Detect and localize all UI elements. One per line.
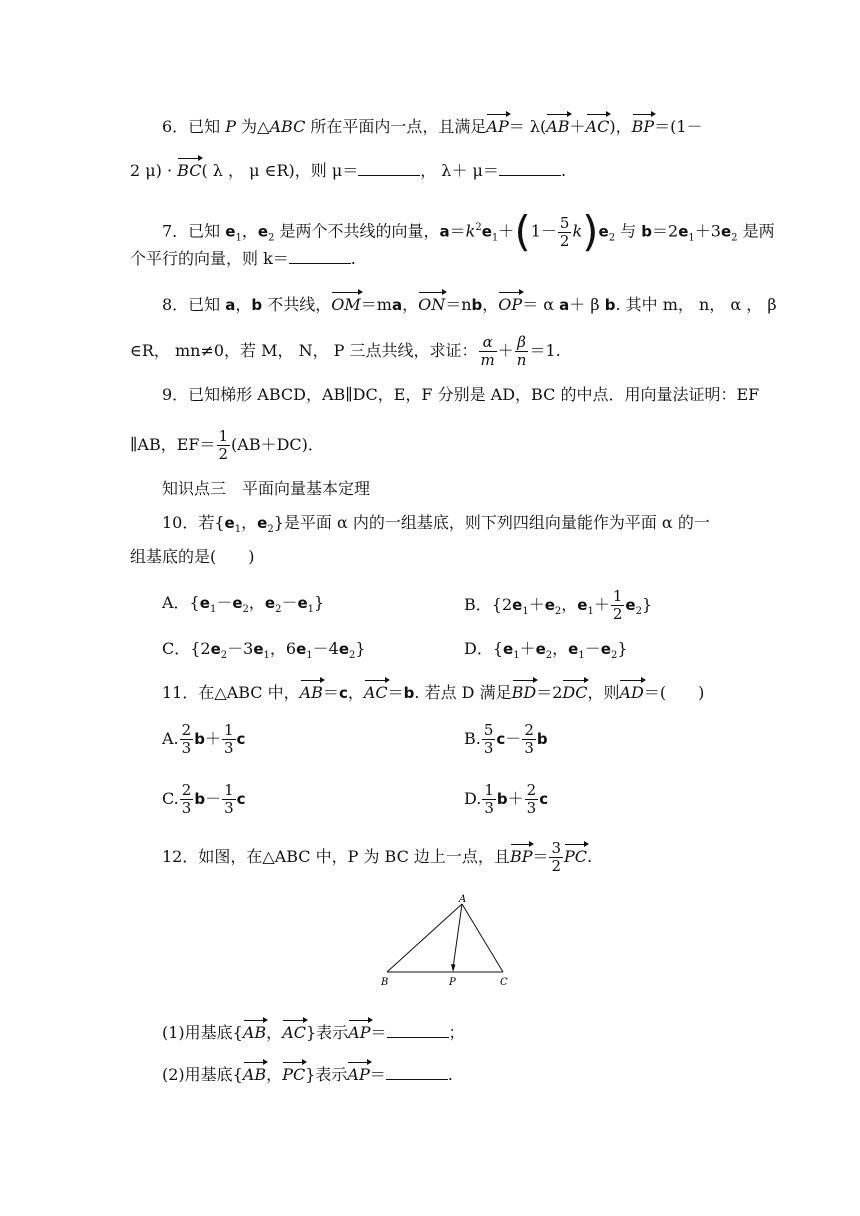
text: C．{2: [162, 639, 211, 658]
text: 2: [268, 232, 275, 244]
q6-line2: [130, 156, 566, 182]
vector-AB: AB: [243, 1018, 266, 1044]
text: P: [225, 117, 237, 136]
text: －: [216, 593, 233, 612]
text: c: [539, 790, 549, 808]
text: 2: [267, 524, 274, 536]
text: 1: [307, 604, 315, 616]
text: m: [480, 351, 495, 369]
text: 5: [483, 721, 494, 739]
text: e: [257, 222, 269, 241]
text: －: [584, 639, 601, 658]
vector-PC: PC: [564, 842, 587, 868]
text: ＝2: [652, 221, 679, 241]
text: ，: [552, 639, 569, 658]
text: e: [720, 222, 732, 241]
text: 11．在△ABC 中，: [162, 683, 300, 702]
text: 12．如图，在△ABC 中，P 为 BC 边上一点，且: [162, 847, 510, 866]
text: 3: [526, 799, 537, 817]
text: ＋3: [694, 221, 721, 241]
text: 2: [526, 781, 537, 799]
fraction: [515, 334, 529, 369]
text: ，: [266, 1023, 283, 1042]
text: ＝: [322, 683, 339, 702]
text: 1: [491, 232, 499, 244]
text: e: [503, 640, 514, 658]
text: (AB＋DC)．: [231, 435, 324, 454]
vector-BP: BP: [510, 842, 533, 868]
text: e: [568, 640, 579, 658]
q10-line1: [162, 512, 710, 541]
text: 3: [484, 799, 494, 817]
text: α: [479, 334, 497, 352]
text: B.: [464, 729, 481, 748]
text: e: [577, 596, 588, 614]
q10-line2: 组基底的是( ): [130, 547, 255, 566]
text: 1: [234, 524, 242, 536]
text: ＋: [519, 639, 536, 658]
q11-line1: [162, 678, 704, 704]
text: ，: [248, 593, 265, 612]
segment-AP: [453, 904, 462, 968]
text: ＝(1－: [654, 117, 703, 136]
vector-BC: BC: [177, 156, 201, 182]
text: }: [641, 595, 653, 614]
text: e: [544, 596, 555, 614]
text: 2: [610, 650, 618, 662]
text: C.: [162, 789, 179, 808]
text: 6．已知: [162, 117, 226, 136]
text: ＝ λ(: [508, 117, 547, 136]
text: 2: [181, 721, 192, 739]
text: ＝1.: [529, 341, 561, 360]
text: 1: [209, 604, 217, 616]
text: a: [225, 296, 236, 314]
text: 3: [181, 799, 192, 817]
text: ，: [266, 1065, 283, 1084]
text: b: [403, 684, 415, 702]
vector-AC: AC: [364, 678, 388, 704]
q9-line2: [130, 428, 324, 463]
text: 1: [612, 587, 623, 605]
text: ＋: [498, 221, 515, 241]
text: ， λ＋ μ＝: [420, 161, 499, 180]
text: .: [350, 249, 356, 268]
text: e: [199, 594, 210, 612]
text: 1: [263, 650, 270, 662]
fraction: [525, 782, 539, 817]
text: e: [481, 222, 492, 241]
text: ，: [241, 513, 258, 532]
answer-blank[interactable]: [387, 1023, 449, 1038]
text: 2: [635, 606, 642, 618]
text: ＝: [449, 221, 466, 241]
text: a: [391, 296, 403, 314]
fraction: [611, 588, 625, 623]
text: e: [296, 640, 307, 658]
vector-AB: AB: [300, 678, 323, 704]
q7-line2: [130, 248, 356, 270]
text: b: [251, 296, 263, 314]
text: e: [224, 514, 235, 532]
text: 2: [181, 781, 192, 799]
text: －4: [312, 639, 339, 658]
vector-BD: BD: [512, 678, 537, 704]
text: e: [210, 640, 221, 658]
text: 10．若{: [162, 513, 225, 532]
text: B．{2: [464, 595, 513, 614]
text: ＋: [528, 595, 545, 614]
text: c: [338, 684, 348, 702]
text: e: [253, 640, 264, 658]
text: ，: [482, 295, 499, 314]
text: 3: [223, 739, 234, 757]
text: 1: [224, 781, 234, 799]
text: 所在平面内一点，且满足: [305, 117, 487, 136]
text: A.: [162, 729, 179, 748]
q10-option-b[interactable]: [464, 588, 652, 623]
label-C: C: [500, 977, 508, 988]
text: . 若点 D 满足: [414, 683, 512, 702]
text: 个平行的向量，则 k＝: [130, 249, 289, 268]
text: 3: [524, 739, 534, 757]
text: ，则: [587, 683, 620, 702]
text: 1: [578, 650, 585, 662]
side-AC: [462, 904, 503, 972]
text: ＝2: [536, 683, 563, 702]
text: 1: [587, 606, 594, 618]
q12-line1: [162, 840, 592, 875]
text: 2: [349, 650, 356, 662]
text: ＝m: [360, 295, 392, 314]
vector-AD: AD: [619, 678, 643, 704]
answer-blank[interactable]: [358, 161, 420, 176]
text: 1: [235, 232, 242, 244]
text: 3: [224, 799, 234, 817]
label-A: A: [459, 894, 467, 905]
text: 是两个不共线的向量，: [274, 221, 440, 241]
text: 2: [275, 604, 282, 616]
q7-line1: [162, 207, 775, 256]
text: ＋: [497, 341, 514, 360]
fraction: [180, 722, 194, 757]
side-AB: [387, 904, 462, 972]
text: .: [560, 161, 567, 180]
text: 为△: [236, 117, 270, 136]
text: 是两: [737, 221, 775, 241]
text: 2: [220, 650, 228, 662]
text: A．{: [162, 593, 200, 612]
vector-AC: AC: [586, 112, 610, 138]
text: 2: [554, 606, 562, 618]
text: －: [281, 593, 298, 612]
q11-option-b[interactable]: [464, 722, 548, 757]
text: 1: [218, 427, 229, 445]
text: e: [338, 640, 350, 658]
text: b: [496, 790, 508, 808]
text: 1: [513, 650, 520, 662]
text: 8．已知: [162, 295, 226, 314]
answer-blank[interactable]: [289, 249, 351, 264]
text: c: [236, 790, 246, 808]
text: a: [439, 222, 450, 241]
vector-AP: AP: [486, 112, 508, 138]
text: 2: [612, 605, 623, 623]
vector-BP: BP: [632, 112, 655, 138]
text: －3: [227, 639, 254, 658]
text: ＝( ): [643, 683, 705, 702]
text: e: [535, 640, 546, 658]
text: ＋: [507, 789, 524, 808]
text: ＝ α: [522, 295, 560, 314]
text: 3: [551, 839, 562, 857]
fraction: [558, 215, 572, 250]
text: ，: [241, 221, 258, 241]
text: e: [264, 594, 276, 612]
text: e: [600, 640, 611, 658]
text: k: [465, 221, 476, 241]
text: e: [257, 514, 268, 532]
fraction: [222, 722, 236, 757]
text: ，: [402, 295, 419, 314]
text: 1: [223, 721, 234, 739]
q11-option-d[interactable]: [464, 782, 548, 817]
text: .: [587, 847, 593, 866]
vector-AB: AB: [243, 1060, 266, 1086]
text: b: [641, 222, 653, 241]
text: c: [236, 730, 246, 748]
q11-option-c[interactable]: [162, 782, 246, 817]
text: a: [559, 296, 570, 314]
text: e: [625, 596, 636, 614]
text: .: [447, 1065, 453, 1084]
text: 2: [475, 222, 482, 234]
text: 2: [608, 232, 616, 244]
arrowhead-icon: [451, 964, 456, 972]
text: 与: [615, 221, 642, 241]
text: }表示: [305, 1065, 348, 1084]
vector-OP: OP: [498, 290, 522, 316]
text: 3: [181, 739, 192, 757]
text: 2: [524, 721, 534, 739]
text: e: [678, 222, 689, 241]
text: }: [314, 593, 325, 612]
q11-option-a[interactable]: [162, 722, 245, 757]
text: β: [515, 334, 529, 352]
q10-option-d[interactable]: [464, 638, 628, 667]
text: k: [572, 221, 583, 241]
answer-blank[interactable]: [499, 161, 561, 176]
q12-part1: [162, 1018, 465, 1044]
text: ，: [561, 595, 578, 614]
text: 5: [559, 213, 570, 232]
text: e: [598, 222, 609, 241]
q8-line1: [162, 290, 777, 316]
fraction: [479, 334, 497, 369]
fraction: [522, 722, 536, 757]
text: 1: [522, 606, 529, 618]
text: . 其中 m， n， α ， β: [615, 295, 777, 314]
text: ，: [235, 295, 252, 314]
text: 不共线，: [262, 295, 332, 314]
text: 3: [483, 739, 494, 757]
text: ＋: [569, 117, 586, 136]
text: 2 μ) ·: [130, 161, 178, 180]
text: b: [194, 730, 205, 748]
q10-option-a[interactable]: [162, 592, 324, 621]
text: b: [194, 790, 206, 808]
text: ＝: [370, 1023, 387, 1042]
text: (1)用基底{: [162, 1023, 243, 1042]
fraction: [482, 782, 496, 817]
q12-part2: [162, 1060, 453, 1086]
fraction: [549, 840, 563, 875]
text: ＝: [532, 847, 549, 866]
text: e: [512, 596, 523, 614]
q8-line2: [130, 334, 561, 369]
text: ∥AB，EF＝: [130, 435, 216, 454]
text: 1: [688, 232, 695, 244]
bracket: (: [514, 207, 531, 256]
text: 2: [731, 232, 738, 244]
text: ＝: [369, 1065, 386, 1084]
text: ＝: [387, 683, 404, 702]
text: ( λ ， μ ∈R)，则 μ＝: [201, 161, 359, 180]
text: }是平面 α 内的一组基底，则下列四组向量能作为平面 α 的一: [273, 513, 710, 532]
text: }表示: [305, 1023, 349, 1042]
q10-option-c[interactable]: [162, 638, 366, 667]
text: b: [471, 296, 483, 314]
q9-line1: 9．已知梯形 ABCD，AB∥DC，E，F 分别是 AD，BC 的中点．用向量法证明：EF: [162, 385, 760, 404]
text: ABC: [269, 117, 306, 136]
fraction: [217, 428, 231, 463]
text: D．{: [464, 639, 504, 658]
text: )，: [609, 117, 632, 136]
text: }: [355, 639, 366, 658]
vector-ON: ON: [418, 290, 445, 316]
text: ＋: [593, 595, 610, 614]
text: ＝n: [445, 295, 472, 314]
text: D.: [464, 789, 482, 808]
text: b: [604, 296, 616, 314]
text: e: [297, 594, 308, 612]
bracket: ): [582, 207, 599, 256]
text: ＋ β: [569, 295, 605, 314]
vector-AP: AP: [347, 1060, 369, 1086]
fraction: [180, 782, 194, 817]
text: n: [516, 351, 527, 369]
q6-line1: [162, 112, 703, 138]
vector-AP: AP: [348, 1018, 370, 1044]
text: c: [496, 730, 506, 748]
text: 1－: [530, 221, 557, 241]
vector-OM: OM: [331, 290, 361, 316]
text: ∈R， mn≠0，若 M， N， P 三点共线，求证：: [130, 341, 478, 360]
section-heading: 知识点三 平面向量基本定理: [162, 479, 371, 498]
text: b: [536, 730, 548, 748]
vector-DC: DC: [562, 678, 587, 704]
text: ，6: [269, 639, 297, 658]
text: 2: [559, 231, 570, 250]
vector-AC: AC: [282, 1018, 306, 1044]
fraction: [482, 722, 496, 757]
vector-PC: PC: [282, 1060, 305, 1086]
text: 2: [545, 650, 553, 662]
text: 7．已知: [162, 221, 226, 241]
label-P: P: [449, 977, 456, 988]
text: (2)用基底{: [162, 1065, 243, 1084]
fraction: [222, 782, 236, 817]
text: 2: [551, 857, 562, 875]
triangle-figure: [375, 892, 525, 992]
label-B: B: [381, 977, 389, 988]
text: e: [232, 594, 243, 612]
answer-blank[interactable]: [386, 1065, 448, 1080]
text: 2: [218, 445, 229, 463]
text: 2: [242, 604, 249, 616]
text: 1: [484, 781, 494, 799]
text: ＋: [204, 729, 221, 748]
text: －: [505, 729, 522, 748]
text: }: [617, 639, 628, 658]
text: 1: [306, 650, 313, 662]
text: ；: [448, 1023, 465, 1042]
vector-AB: AB: [546, 112, 569, 138]
text: e: [225, 222, 236, 241]
text: ，: [347, 683, 364, 702]
text: －: [205, 789, 222, 808]
